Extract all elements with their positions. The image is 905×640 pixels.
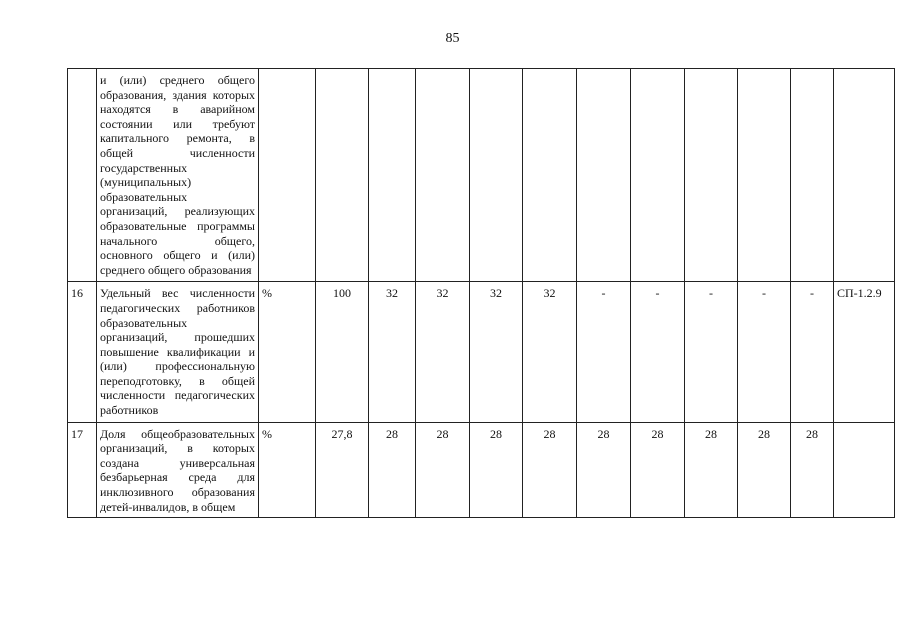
- value-cell: -: [738, 282, 791, 422]
- value-cell: 28: [791, 422, 834, 517]
- value-cell: 28: [577, 422, 631, 517]
- value-cell: [738, 69, 791, 282]
- value-cell: -: [791, 282, 834, 422]
- table-row: [68, 282, 895, 422]
- value-cell: 32: [470, 282, 523, 422]
- value-cell: 28: [523, 422, 577, 517]
- value-cell: 32: [523, 282, 577, 422]
- reference-cell: СП-1.2.9: [834, 282, 895, 422]
- indicator-name-text: Доля общеобразовательных организаций, в которых создана универсальная безбарьерная среда для инклюзивного образования детей-инвалидов, в общем: [100, 426, 255, 513]
- value-cell: 32: [416, 282, 470, 422]
- value-cell: 28: [416, 422, 470, 517]
- row-number-cell: [68, 69, 97, 282]
- indicator-table: [67, 68, 895, 518]
- value-cell: [685, 69, 738, 282]
- value-cell: 100: [316, 282, 369, 422]
- value-cell: [791, 69, 834, 282]
- value-cell: [470, 69, 523, 282]
- value-cell: -: [577, 282, 631, 422]
- page-number: 85: [445, 31, 460, 46]
- value-cell: 28: [470, 422, 523, 517]
- indicator-name-cell: и (или) среднего общего образования, здания которых находятся в аварийном состоянии или требуют капитального ремонта, в общей численности государственных (муниципальных) образовательных организаций, реализующих образовательные программы начального общего, основного общего и (или) среднего общего образования: [97, 69, 259, 282]
- reference-cell: [834, 422, 895, 517]
- unit-cell: %: [259, 422, 316, 517]
- value-cell: -: [631, 282, 685, 422]
- value-cell: [369, 69, 416, 282]
- table-row: [68, 422, 895, 517]
- unit-cell: %: [259, 282, 316, 422]
- unit-cell: [259, 69, 316, 282]
- indicator-name-cell: [97, 422, 259, 517]
- value-cell: 28: [685, 422, 738, 517]
- value-cell: -: [685, 282, 738, 422]
- reference-cell: [834, 69, 895, 282]
- table-row: [68, 69, 895, 282]
- value-cell: [523, 69, 577, 282]
- row-number-cell: 16: [68, 282, 97, 422]
- value-cell: [316, 69, 369, 282]
- value-cell: [631, 69, 685, 282]
- indicator-name-cell: Удельный вес численности педагогических работников образовательных организаций, прошедших повышение квалификации и (или) профессиональную переподготовку, в общей численности педагогических работников: [97, 282, 259, 422]
- value-cell: [416, 69, 470, 282]
- value-cell: 28: [631, 422, 685, 517]
- value-cell: 28: [369, 422, 416, 517]
- value-cell: 32: [369, 282, 416, 422]
- value-cell: 27,8: [316, 422, 369, 517]
- value-cell: 28: [738, 422, 791, 517]
- value-cell: [577, 69, 631, 282]
- row-number-cell: 17: [68, 422, 97, 517]
